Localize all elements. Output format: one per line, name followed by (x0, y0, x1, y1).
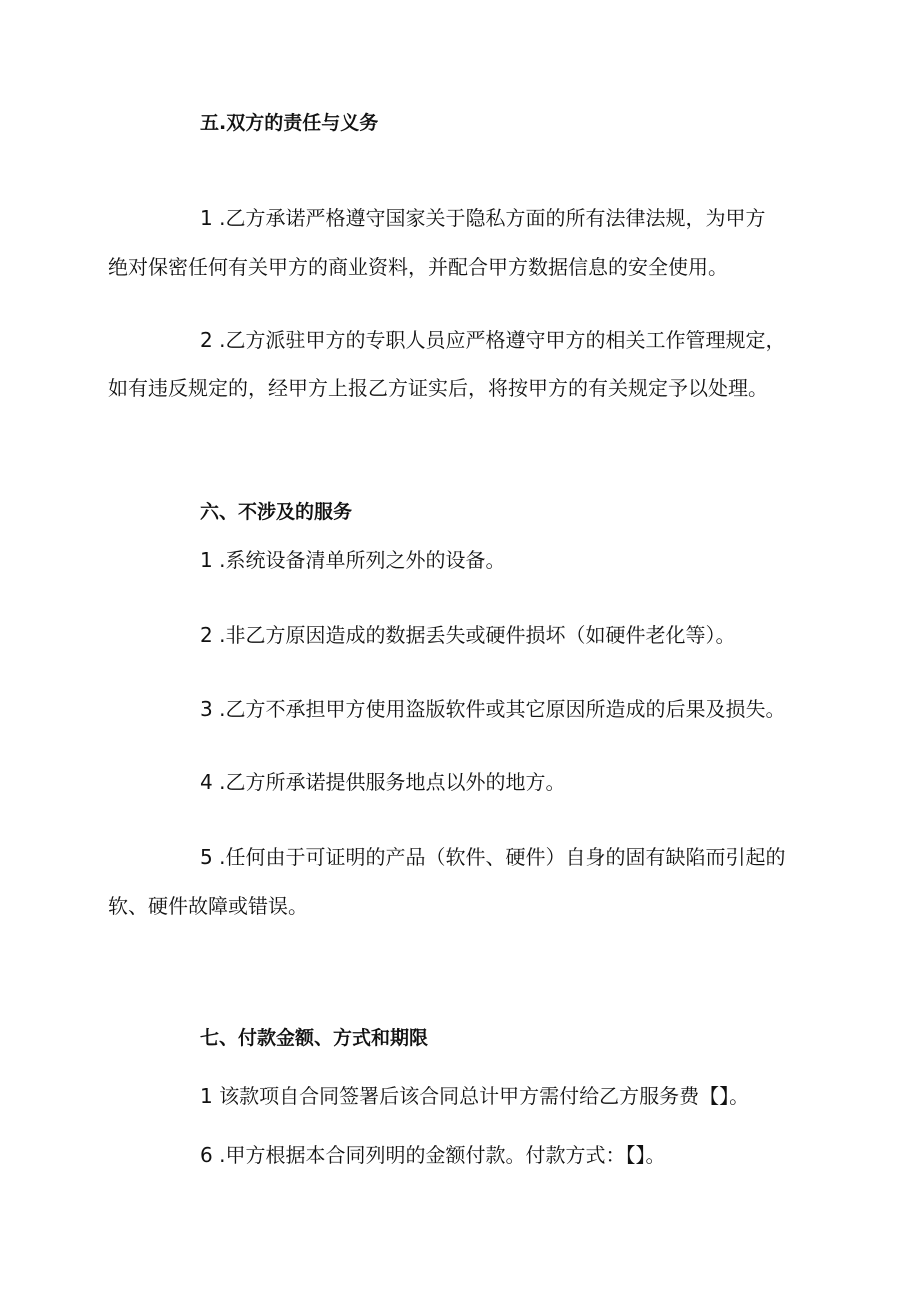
section-heading-payment: 七、付款金额、方式和期限 (200, 1027, 429, 1049)
paragraph-line: 如有违反规定的，经甲方上报乙方证实后，将按甲方的有关规定予以处理。 (108, 376, 768, 400)
paragraph-line: 4 .乙方所承诺提供服务地点以外的地方。 (200, 770, 566, 794)
paragraph-line: 3 .乙方不承担甲方使用盗版软件或其它原因所造成的后果及损失。 (200, 697, 786, 721)
paragraph-line: 1 .系统设备清单所列之外的设备。 (200, 548, 506, 572)
paragraph-line: 5 .任何由于可证明的产品（软件、硬件）自身的固有缺陷而引起的 (200, 845, 786, 869)
paragraph-line: 绝对保密任何有关甲方的商业资料，并配合甲方数据信息的安全使用。 (108, 255, 728, 279)
paragraph-line: 6 .甲方根据本合同列明的金额付款。付款方式：【】。 (200, 1143, 666, 1167)
paragraph-line: 2 .非乙方原因造成的数据丢失或硬件损坏（如硬件老化等）。 (200, 623, 736, 647)
paragraph-line: 1 .乙方承诺严格遵守国家关于隐私方面的所有法律法规，为甲方 (200, 206, 766, 230)
paragraph-line: 2 .乙方派驻甲方的专职人员应严格遵守甲方的相关工作管理规定， (200, 328, 786, 352)
section-heading-excluded-services: 六、不涉及的服务 (200, 501, 353, 523)
paragraph-line: 软、硬件故障或错误。 (108, 894, 308, 918)
paragraph-line: 1 该款项自合同签署后该合同总计甲方需付给乙方服务费【】。 (200, 1084, 750, 1108)
section-heading-responsibilities: 五.双方的责任与义务 (200, 112, 379, 134)
